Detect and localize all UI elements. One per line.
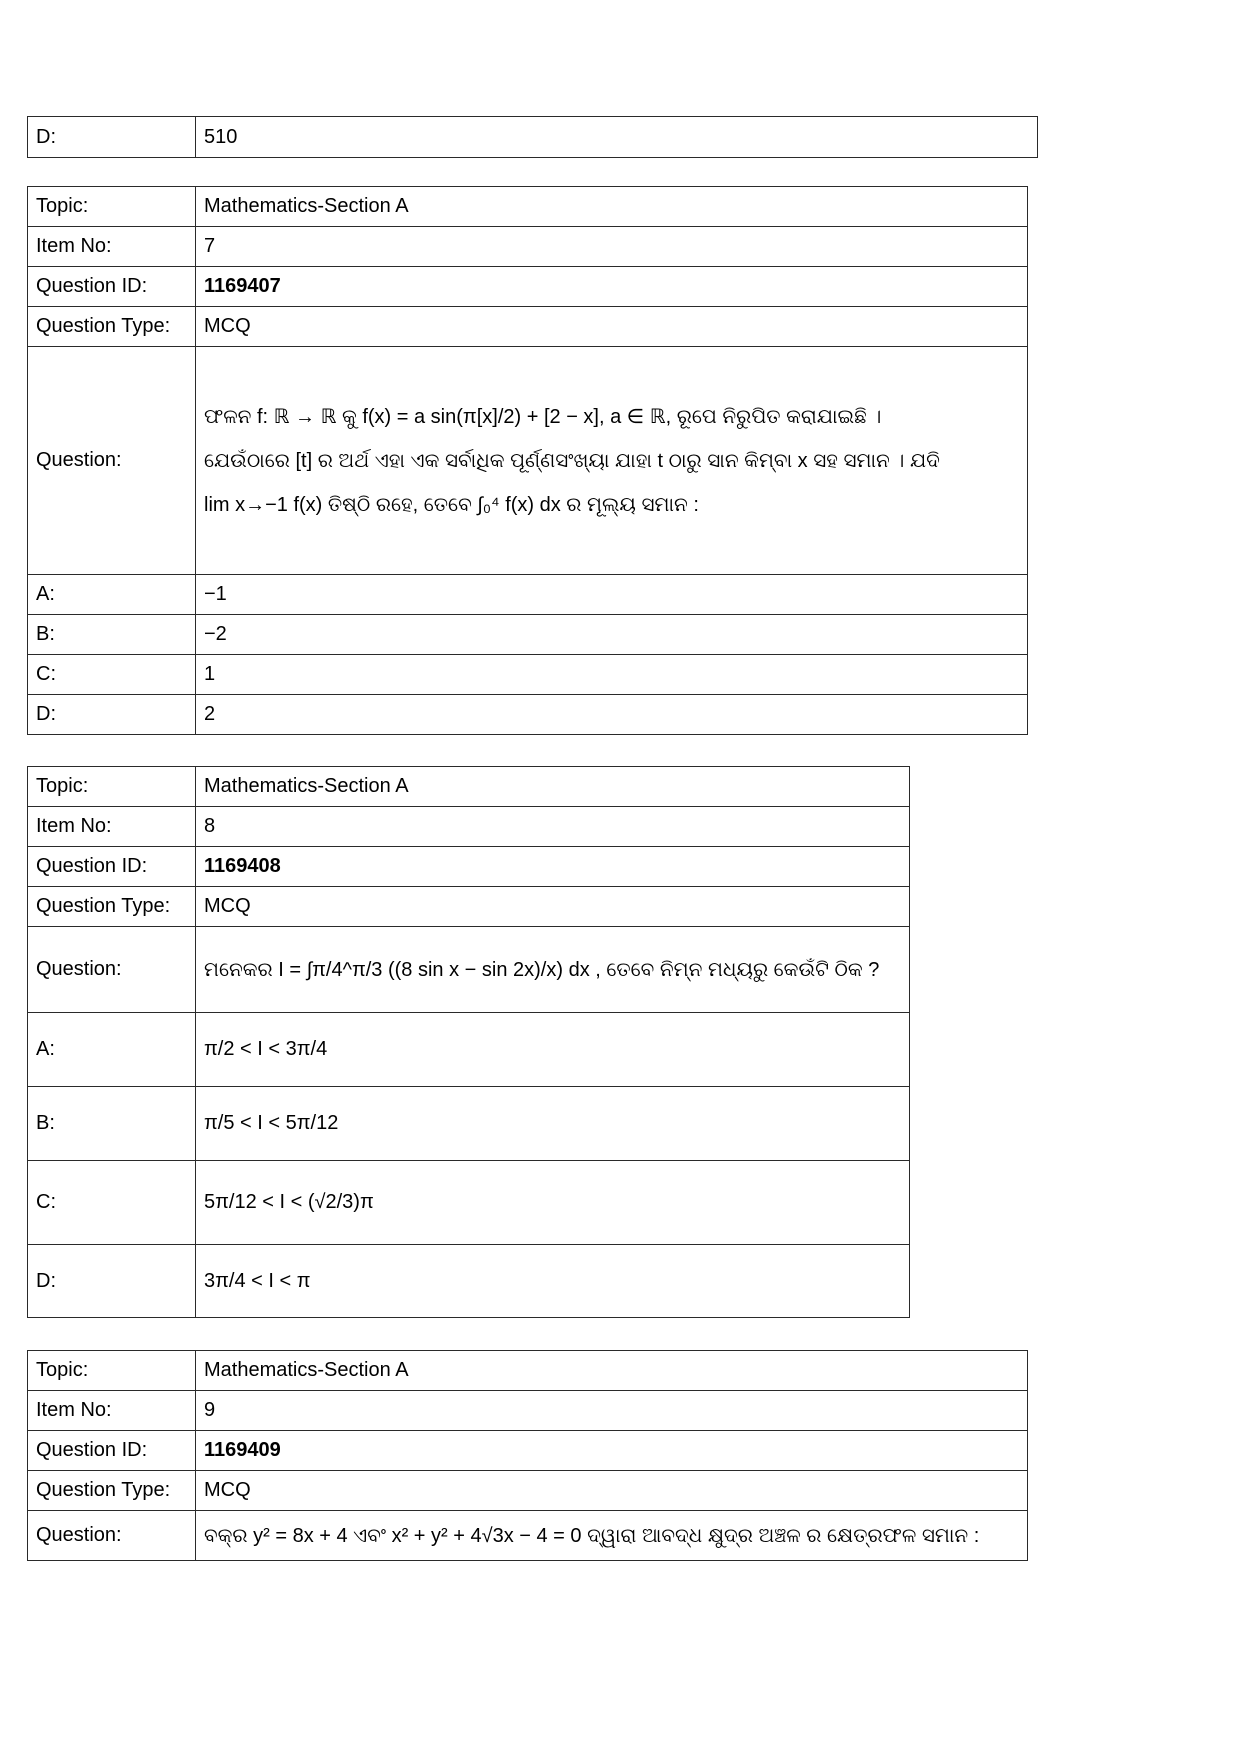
question-text bbox=[196, 927, 910, 1013]
option-row-d bbox=[28, 695, 1028, 735]
option-label: A: bbox=[28, 1013, 196, 1087]
question-line: ମନେକର I = ∫π/4^π/3 ((8 sin x − sin 2x)/x) dx , ତେବେ ନିମ୍ନ ମଧ୍ୟରୁ କେଉଁଟି ଠିକ ? bbox=[204, 958, 880, 981]
item-value: 8 bbox=[196, 807, 910, 847]
question-type-row bbox=[28, 307, 1028, 347]
topic-row bbox=[28, 187, 1028, 227]
topic-label: Topic: bbox=[28, 767, 196, 807]
item-row bbox=[28, 807, 910, 847]
item-row bbox=[28, 227, 1028, 267]
question-text bbox=[196, 347, 1028, 575]
item-value: 9 bbox=[196, 1391, 1028, 1431]
question-id-row bbox=[28, 1431, 1028, 1471]
question-text bbox=[196, 1511, 1028, 1561]
option-value: π/2 < I < 3π/4 bbox=[196, 1013, 910, 1087]
question-table-item-9 bbox=[27, 1350, 1028, 1561]
question-type-label: Question Type: bbox=[28, 1471, 196, 1511]
question-table-item-8 bbox=[27, 766, 910, 1318]
prev-question-tail-table bbox=[27, 116, 1038, 158]
option-label: B: bbox=[28, 1087, 196, 1161]
option-row bbox=[28, 117, 1038, 158]
option-value: −2 bbox=[196, 615, 1028, 655]
question-id-value: 1169408 bbox=[196, 847, 910, 887]
option-label: D: bbox=[28, 1245, 196, 1318]
topic-value: Mathematics-Section A bbox=[196, 767, 910, 807]
option-row-b bbox=[28, 1087, 910, 1161]
option-row-a bbox=[28, 575, 1028, 615]
question-line: lim x→−1 f(x) ତିଷ୍ଠି ରହେ, ତେବେ ∫₀⁴ f(x) dx ର ମୂଲ୍ୟ ସମାନ : bbox=[204, 493, 699, 516]
item-label: Item No: bbox=[28, 227, 196, 267]
option-value: 3π/4 < I < π bbox=[196, 1245, 910, 1318]
option-label: C: bbox=[28, 1161, 196, 1245]
question-label: Question: bbox=[28, 347, 196, 575]
item-row bbox=[28, 1391, 1028, 1431]
question-row bbox=[28, 347, 1028, 575]
option-value: π/5 < I < 5π/12 bbox=[196, 1087, 910, 1161]
option-label: B: bbox=[28, 615, 196, 655]
question-type-label: Question Type: bbox=[28, 887, 196, 927]
topic-row bbox=[28, 767, 910, 807]
question-label: Question: bbox=[28, 927, 196, 1013]
item-label: Item No: bbox=[28, 807, 196, 847]
question-line: ଯେଉଁଠାରେ [t] ର ଅର୍ଥ ଏହା ଏକ ସର୍ବାଧିକ ପୂର୍ଣ୍ଣସଂଖ୍ୟା ଯାହା t ଠାରୁ ସାନ କିମ୍ବା x ସହ ସମାନ । ଯଦି bbox=[204, 449, 940, 472]
question-type-value: MCQ bbox=[196, 307, 1028, 347]
option-row-d bbox=[28, 1245, 910, 1318]
option-row-a bbox=[28, 1013, 910, 1087]
question-id-value: 1169409 bbox=[196, 1431, 1028, 1471]
topic-label: Topic: bbox=[28, 187, 196, 227]
question-id-value: 1169407 bbox=[196, 267, 1028, 307]
option-value: −1 bbox=[196, 575, 1028, 615]
topic-row bbox=[28, 1351, 1028, 1391]
option-value: 5π/12 < I < (√2/3)π bbox=[196, 1161, 910, 1245]
question-type-value: MCQ bbox=[196, 1471, 1028, 1511]
option-row-b bbox=[28, 615, 1028, 655]
question-line: ବକ୍ର y² = 8x + 4 ଏବଂ x² + y² + 4√3x − 4 = 0 ଦ୍ୱାରା ଆବଦ୍ଧ କ୍ଷୁଦ୍ର ଅଞ୍ଚଳ ର କ୍ଷେତ୍ରଫଳ ସମାନ : bbox=[204, 1524, 980, 1547]
option-value: 2 bbox=[196, 695, 1028, 735]
question-label: Question: bbox=[28, 1511, 196, 1561]
question-type-row bbox=[28, 887, 910, 927]
question-type-label: Question Type: bbox=[28, 307, 196, 347]
option-label: C: bbox=[28, 655, 196, 695]
question-type-value: MCQ bbox=[196, 887, 910, 927]
question-row bbox=[28, 927, 910, 1013]
option-value: 1 bbox=[196, 655, 1028, 695]
question-row bbox=[28, 1511, 1028, 1561]
option-row-c bbox=[28, 655, 1028, 695]
option-label: A: bbox=[28, 575, 196, 615]
option-value: 510 bbox=[196, 117, 1038, 158]
question-table-item-7 bbox=[27, 186, 1028, 735]
option-label: D: bbox=[28, 117, 196, 158]
question-id-label: Question ID: bbox=[28, 847, 196, 887]
question-id-row bbox=[28, 267, 1028, 307]
question-line: ଫଳନ f: ℝ → ℝ କୁ f(x) = a sin(π[x]/2) + [2 − x], a ∈ ℝ, ରୂପେ ନିରୁପିତ କରାଯାଇଛି । bbox=[204, 405, 882, 428]
item-label: Item No: bbox=[28, 1391, 196, 1431]
topic-value: Mathematics-Section A bbox=[196, 1351, 1028, 1391]
item-value: 7 bbox=[196, 227, 1028, 267]
topic-value: Mathematics-Section A bbox=[196, 187, 1028, 227]
question-id-label: Question ID: bbox=[28, 1431, 196, 1471]
option-row-c bbox=[28, 1161, 910, 1245]
topic-label: Topic: bbox=[28, 1351, 196, 1391]
question-id-label: Question ID: bbox=[28, 267, 196, 307]
option-label: D: bbox=[28, 695, 196, 735]
question-id-row bbox=[28, 847, 910, 887]
question-type-row bbox=[28, 1471, 1028, 1511]
